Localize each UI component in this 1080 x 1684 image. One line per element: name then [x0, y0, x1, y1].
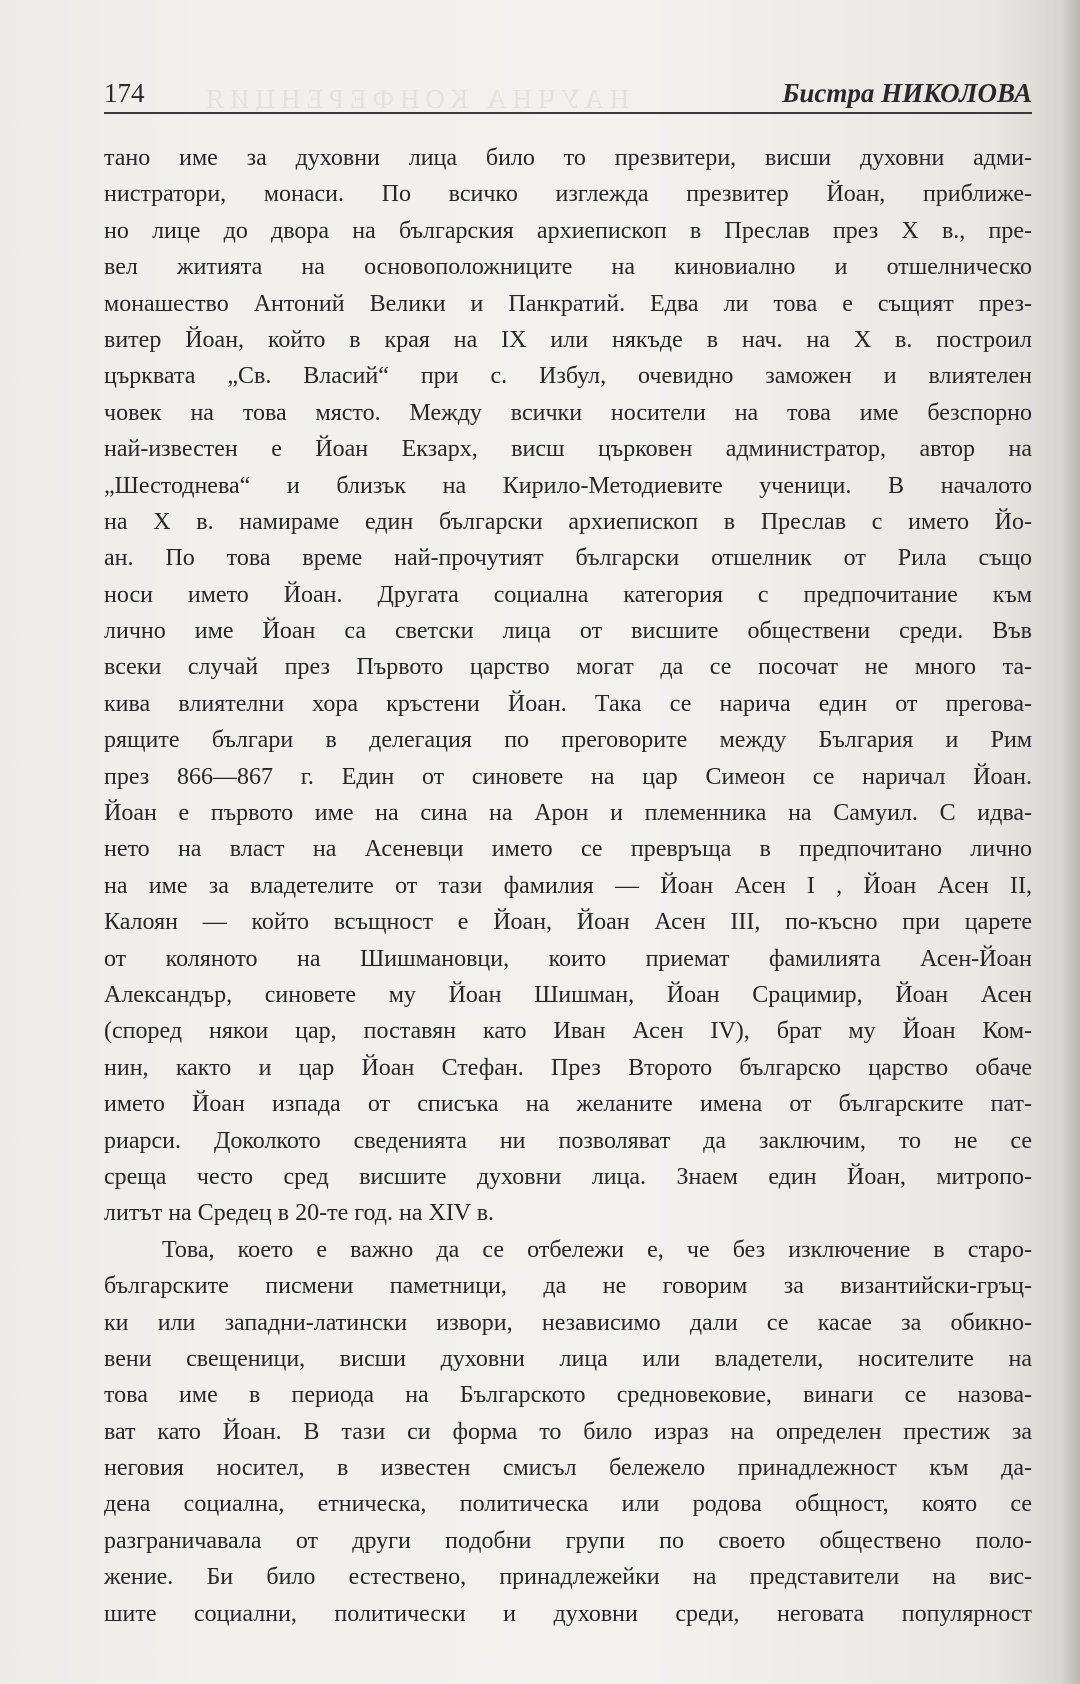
text-line: тано име за духовни лица било то презвитери, висши духовни адми- [104, 145, 1032, 171]
text-line: от коляното на Шишмановци, които приемат фамилията Асен-Йоан [104, 945, 1032, 972]
text-line: Калоян — който всъщност е Йоан, Йоан Асен III, по-късно при царете [104, 909, 1032, 936]
text-line: човек на това място. Между всички носители на това име безспорно [104, 399, 1032, 426]
body-text [104, 140, 1032, 1632]
text-line: през 866—867 г. Един от синовете на цар Симеон се наричал Йоан. [104, 763, 1032, 790]
text-line: името Йоан изпада от списъка на желаните имена от българските пат- [104, 1091, 1032, 1118]
text-line: на име за владетелите от тази фамилия — Йоан Асен I , Йоан Асен II, [104, 872, 1032, 899]
paragraph-end-line: литът на Средец в 20-те год. на XIV в. [104, 1200, 495, 1227]
text-line: среща често сред висшите духовни лица. Знаем един Йоан, митропо- [104, 1163, 1032, 1190]
paragraph-start-line: Това, което е важно да се отбележи е, че без изключение в старо- [162, 1236, 1032, 1263]
text-line: ки или западни-латински извори, независимо дали се касае за обикно- [104, 1309, 1032, 1336]
text-line: дена социална, етническа, политическа или родова общност, която се [104, 1491, 1032, 1518]
text-line: шите социални, политически и духовни среди, неговата популярност [104, 1600, 1032, 1627]
text-line: най-известен е Йоан Екзарх, висш църковен администратор, автор на [104, 436, 1032, 463]
page-edge-shadow [1062, 0, 1080, 1684]
text-line: нин, както и цар Йоан Стефан. През Второто българско царство обаче [104, 1054, 1032, 1081]
text-line: жение. Би било естествено, принадлежейки на представители на вис- [104, 1564, 1032, 1591]
text-line: (според някои цар, поставян като Иван Асен IV), брат му Йоан Ком- [104, 1018, 1032, 1045]
text-line: носи името Йоан. Другата социална категория с предпочитание към [104, 581, 1032, 608]
text-line: нето на власт на Асеневци името се превръща в предпочитано лично [104, 836, 1032, 863]
text-line: Александър, синовете му Йоан Шишман, Йоан Срацимир, Йоан Асен [104, 981, 1032, 1008]
text-line: вени свещеници, висши духовни лица или владетели, носителите на [104, 1345, 1032, 1372]
running-head-author: Бистра НИКОЛОВА [782, 78, 1032, 108]
text-line: Йоан е първото име на сина на Арон и племенника на Самуил. С идва- [104, 800, 1032, 827]
text-line: монашество Антоний Велики и Панкратий. Едва ли това е същият през- [104, 290, 1032, 317]
text-line: нистратори, монаси. По всичко изглежда презвитер Йоан, приближе- [104, 181, 1032, 208]
text-line: риарси. Доколкото сведенията ни позволяват да заключим, то не се [104, 1127, 1032, 1154]
text-line: неговия носител, в известен смисъл бележело принадлежност към да- [104, 1455, 1032, 1482]
text-line: витер Йоан, който в края на IX или някъде в нач. на X в. построил [104, 326, 1032, 353]
text-line: рящите българи в делегация по преговорите между България и Рим [104, 727, 1032, 754]
text-line: това име в периода на Българското средновековие, винаги се назова- [104, 1382, 1032, 1409]
text-line: „Шестоднева“ и близък на Кирило-Методиевите ученици. В началото [104, 472, 1032, 499]
page-header [104, 78, 1032, 114]
text-line: вел житията на основоположниците на киновиално и отшелническо [104, 254, 1032, 281]
text-line: българските писмени паметници, да не говорим за византийски-гръц- [104, 1273, 1032, 1300]
text-line: но лице до двора на българския архиепископ в Преслав през X в., пре- [104, 217, 1032, 244]
bleed-through-text: НАУЧНА КОНФЕРЕНЦИЯ [200, 84, 630, 114]
text-line: кива влиятелни хора кръстени Йоан. Така се нарича един от прегова- [104, 690, 1032, 717]
text-line: разграничавала от други подобни групи по своето обществено поло- [104, 1527, 1032, 1554]
text-line: на X в. намираме един български архиепископ в Преслав с името Йо- [104, 508, 1032, 535]
text-line: всеки случай през Първото царство могат да се посочат не много та- [104, 654, 1032, 681]
text-line: ан. По това време най-прочутият български отшелник от Рила също [104, 545, 1032, 572]
page-number: 174 [104, 78, 145, 108]
text-line: ват като Йоан. В тази си форма то било израз на определен престиж за [104, 1418, 1032, 1445]
text-line: лично име Йоан са светски лица от висшите обществени среди. Във [104, 618, 1032, 645]
text-line: църквата „Св. Власий“ при с. Избул, очевидно заможен и влиятелен [104, 363, 1032, 390]
